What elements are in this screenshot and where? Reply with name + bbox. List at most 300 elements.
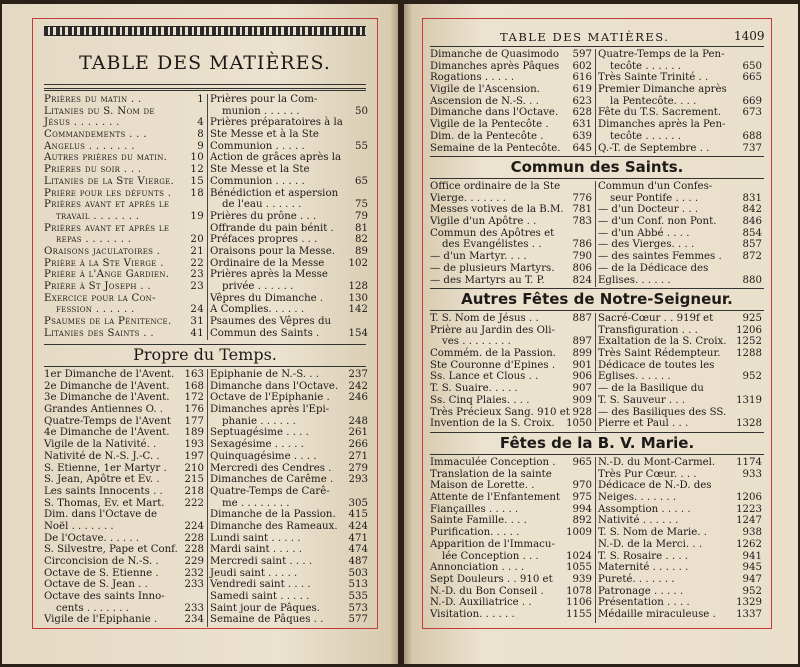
column-divider — [207, 94, 208, 340]
toc-entry — [598, 181, 762, 193]
toc-entry-label: — de la Dédicace des — [598, 262, 709, 274]
toc-entry-page: 305 — [348, 497, 368, 509]
toc-entry-label: Quinquagésime . . . . — [210, 450, 317, 462]
toc-entry — [210, 451, 368, 463]
toc-entry-page: 1223 — [736, 503, 762, 515]
toc-entry — [210, 328, 368, 340]
toc-entry-label: Très Saint Rédempteur. — [598, 348, 721, 360]
toc-entry — [44, 463, 204, 475]
toc-entry — [44, 498, 204, 510]
toc-entry — [210, 427, 368, 439]
toc-entry-label: S. Jean, Apôtre et Ev. . — [44, 474, 160, 486]
toc-entry-label: Eglises. . . . . . — [598, 371, 671, 383]
toc-entry-page: 786 — [572, 239, 592, 251]
toc-entry-label: — des Martyrs au T. P. — [430, 274, 545, 286]
toc-entry — [598, 228, 762, 240]
toc-entry-label: Action de grâces après la — [210, 152, 342, 164]
toc-entry — [44, 427, 204, 439]
toc-entry-page: 1262 — [736, 538, 762, 550]
toc-entry-label: Sainte Famille. . . . — [430, 515, 527, 527]
toc-entry-page: 503 — [348, 567, 368, 579]
toc-entry — [44, 474, 204, 486]
toc-entry-label: Vigile de la Pentecôte . — [430, 119, 549, 131]
toc-entry — [598, 407, 762, 419]
toc-entry-page: 631 — [572, 119, 592, 131]
toc-entry-label: Ordinaire de la Messe — [210, 257, 325, 269]
toc-entry — [210, 509, 368, 521]
section-heading: Fêtes de la B. V. Marie. — [499, 434, 695, 452]
toc-entry-label: Quatre-Temps de Carê- — [210, 485, 330, 497]
toc-entry-page: 228 — [184, 532, 204, 544]
toc-entry-page: 154 — [348, 327, 368, 339]
toc-entry-page: 142 — [348, 304, 368, 316]
toc-entry — [44, 176, 204, 188]
toc-entry-page: 880 — [742, 274, 762, 286]
toc-entry-page: 210 — [184, 462, 204, 474]
toc-entry-label: Ste Messe et à la Ste — [210, 129, 319, 141]
toc-entry — [44, 269, 204, 281]
toc-entry-page: 1328 — [736, 418, 762, 430]
toc-entry — [430, 515, 592, 527]
toc-entry — [210, 188, 368, 200]
toc-entry-label: 3e Dimanche de l'Avent. — [44, 392, 170, 404]
toc-entry-page: 293 — [348, 474, 368, 486]
toc-entry-page: 928 — [572, 406, 592, 418]
toc-column — [430, 181, 592, 286]
toc-entry-label: Vigile de l'Epiphanie . — [44, 614, 158, 626]
toc-entry — [44, 258, 204, 270]
toc-entry-label: — de plusieurs Martyrs. — [430, 262, 555, 274]
toc-entry — [598, 418, 762, 430]
toc-entry-page: 50 — [355, 105, 368, 117]
toc-entry-page: 1288 — [736, 348, 762, 360]
toc-entry-label: Saint jour de Pâques. — [210, 602, 321, 614]
toc-entry — [430, 383, 592, 395]
toc-entry — [44, 404, 204, 416]
toc-entry-label: Prière à St Joseph . . — [44, 281, 151, 292]
toc-entry-page: 535 — [348, 591, 368, 603]
toc-entry — [210, 234, 368, 246]
toc-entry-label: N.-D. Auxiliatrice . . — [430, 597, 532, 609]
toc-entry — [44, 94, 204, 106]
toc-entry-page: 842 — [742, 204, 762, 216]
running-header: TABLE DES MATIÈRES. — [500, 30, 670, 44]
section-heading: Commun des Saints. — [510, 158, 684, 176]
toc-entry — [210, 94, 368, 106]
toc-entry — [430, 216, 592, 228]
toc-entry-label: fession . . . . . . — [56, 304, 135, 316]
toc-entry-page: 234 — [184, 614, 204, 626]
toc-entry — [44, 223, 204, 235]
toc-entry-page: 1174 — [736, 457, 762, 468]
toc-entry — [210, 211, 368, 223]
toc-entry-label: Psaumes de la Pénitence. — [44, 316, 172, 328]
page-number: 1409 — [734, 29, 765, 43]
toc-entry-page: 1252 — [736, 336, 762, 348]
toc-entry — [598, 131, 762, 143]
toc-entry-page: 22 — [190, 257, 204, 269]
toc-entry — [598, 383, 762, 395]
toc-entry — [44, 521, 204, 533]
toc-entry-page: 279 — [348, 462, 368, 474]
toc-entry-page: 1024 — [566, 550, 592, 562]
toc-entry-label: Epiphanie de N.-S. . . — [210, 369, 319, 380]
toc-entry — [598, 275, 762, 287]
toc-entry-label: Jésus . . . . . . . — [44, 117, 120, 129]
toc-entry-page: 952 — [742, 585, 762, 597]
toc-entry-page: 176 — [184, 404, 204, 416]
toc-entry-label: Messes votives de la B.M. — [430, 204, 564, 216]
toc-entry — [430, 609, 592, 621]
toc-entry-page: 232 — [184, 567, 204, 579]
toc-entry-label: Oraisons jaculatoires . — [44, 245, 161, 257]
toc-entry-page: 1247 — [736, 515, 762, 527]
toc-entry — [44, 533, 204, 545]
toc-entry — [598, 251, 762, 263]
toc-entry-label: Dim. de la Pentecôte . — [430, 130, 544, 142]
toc-entry-label: Prières préparatoires à la — [210, 117, 343, 129]
toc-entry — [430, 181, 592, 193]
toc-entry-label: Vierge. . . . . . . — [430, 192, 506, 204]
toc-entry — [430, 72, 592, 84]
toc-entry-page: 824 — [572, 274, 592, 286]
toc-entry — [598, 395, 762, 407]
toc-entry-page: 261 — [348, 427, 368, 439]
toc-entry — [44, 188, 204, 200]
toc-entry — [210, 568, 368, 580]
toc-entry-label: Commém. de la Passion. — [430, 348, 556, 360]
toc-entry-label: Pierre et Paul . . . — [598, 418, 689, 430]
toc-entry — [210, 152, 368, 164]
toc-entry — [430, 49, 592, 61]
toc-entry — [210, 117, 368, 129]
toc-entry-label: N.-D. du Mont-Carmel. — [598, 457, 716, 468]
gutter-shadow — [404, 4, 412, 664]
toc-entry-page: 947 — [742, 573, 762, 585]
toc-entry-page: 474 — [348, 544, 368, 556]
toc-entry-page: 952 — [742, 371, 762, 383]
toc-entry-label: Neiges. . . . . . . — [598, 492, 677, 504]
section-heading: Propre du Temps. — [133, 345, 277, 364]
toc-entry-label: Très Précieux Sang. 910 et — [430, 406, 570, 418]
toc-entry-page: 81 — [355, 222, 368, 234]
toc-entry-label: Samedi saint . . . . . — [210, 591, 310, 603]
toc-entry — [210, 164, 368, 176]
toc-entry-page: 790 — [572, 251, 592, 263]
toc-entry-label: tecôte . . . . . . — [610, 130, 681, 142]
toc-entry-label: Fiançailles . . . . . — [430, 503, 519, 515]
toc-entry-page: 177 — [184, 415, 204, 427]
toc-entry-page: 128 — [348, 281, 368, 292]
toc-entry — [430, 336, 592, 348]
toc-entry — [210, 544, 368, 556]
toc-entry-page: 172 — [184, 392, 204, 404]
toc-entry — [210, 258, 368, 270]
toc-entry-page: 9 — [197, 140, 204, 152]
toc-entry-label: Noël . . . . . . . — [44, 520, 114, 532]
divider — [430, 288, 764, 289]
toc-entry-page: 577 — [348, 614, 368, 626]
toc-entry-label: Prière à l'Ange Gardien. — [44, 269, 170, 281]
toc-entry-page: 857 — [742, 239, 762, 251]
toc-entry — [598, 480, 762, 492]
right-page — [404, 4, 798, 664]
toc-column — [598, 49, 762, 154]
toc-entry-label: Exaltation de la S. Croix. — [598, 336, 727, 348]
toc-entry-page: 89 — [355, 245, 368, 257]
toc-entry-label: Dimanche dans l'Octave. — [210, 380, 339, 392]
toc-entry-page: 1319 — [736, 394, 762, 406]
toc-entry-page: 965 — [572, 457, 592, 468]
toc-entry-label: Vigile de la Nativité. . — [44, 439, 157, 451]
toc-entry — [430, 204, 592, 216]
toc-entry — [210, 533, 368, 545]
toc-entry-page: 31 — [190, 316, 204, 328]
toc-entry — [44, 603, 204, 615]
toc-entry — [598, 49, 762, 61]
toc-entry — [430, 457, 592, 469]
divider — [430, 454, 764, 455]
column-divider — [595, 49, 596, 155]
toc-entry-page: 246 — [348, 392, 368, 404]
toc-entry-page: 669 — [742, 95, 762, 107]
toc-entry-label: — de la Basilique du — [598, 383, 704, 395]
toc-entry — [430, 143, 592, 155]
toc-entry-label: — des Vierges. . . . — [598, 239, 695, 251]
toc-entry — [430, 562, 592, 574]
toc-entry-page: 941 — [742, 550, 762, 562]
toc-entry — [598, 551, 762, 563]
toc-entry — [598, 360, 762, 372]
toc-entry-page: 168 — [184, 380, 204, 392]
toc-entry-page: 82 — [355, 234, 368, 246]
toc-entry-label: Dédicace de toutes les — [598, 359, 715, 371]
column-divider — [207, 369, 208, 627]
toc-entry — [44, 486, 204, 498]
toc-entry — [598, 539, 762, 551]
toc-entry-page: 665 — [742, 72, 762, 84]
toc-entry-label: 2e Dimanche de l'Avent. — [44, 380, 170, 392]
toc-entry — [598, 263, 762, 275]
toc-entry — [598, 107, 762, 119]
toc-entry — [210, 439, 368, 451]
toc-entry-page: 899 — [572, 348, 592, 360]
toc-entry-label: — d'un Docteur . . . — [598, 204, 699, 216]
toc-entry-label: T. S. Sauveur . . . — [598, 394, 686, 406]
toc-entry-label: Nativité . . . . . . — [598, 515, 679, 527]
toc-entry — [598, 348, 762, 360]
toc-entry-label: me . . . . . . . . — [222, 497, 290, 509]
toc-entry-label: S. Etienne, 1er Martyr . — [44, 462, 167, 474]
toc-entry-label: repas . . . . . . . — [56, 234, 132, 246]
toc-entry-label: 4e Dimanche de l'Avent. — [44, 427, 170, 439]
toc-entry — [44, 579, 204, 591]
toc-entry-page: 1055 — [566, 562, 592, 574]
toc-entry-page: 189 — [184, 427, 204, 439]
toc-entry-page: 1050 — [566, 418, 592, 430]
toc-entry-label: Jeudi saint . . . . . — [210, 567, 298, 579]
toc-entry-label: — des Basiliques des SS. — [598, 406, 727, 418]
toc-entry-page: 945 — [742, 562, 762, 574]
toc-entry-label: Sexagésime . . . . . — [210, 439, 304, 451]
toc-entry-label: Premier Dimanche après — [598, 84, 727, 96]
toc-entry-label: Sept Douleurs . . 910 et — [430, 573, 553, 585]
toc-entry-label: seur Pontife . . . . — [610, 192, 699, 204]
toc-entry-label: Dimanche de Quasimodo — [430, 49, 559, 60]
toc-entry-label: travail . . . . . . . — [56, 210, 140, 222]
toc-entry-label: Transfiguration . . . — [598, 324, 698, 336]
toc-column — [430, 49, 592, 154]
toc-entry-page: 23 — [190, 281, 204, 292]
toc-entry-label: De l'Octave. . . . . . — [44, 532, 140, 544]
toc-entry-label: T. S. Nom de Marie. . — [598, 527, 707, 539]
toc-entry — [430, 61, 592, 73]
toc-entry — [210, 281, 368, 293]
toc-entry — [210, 369, 368, 381]
toc-entry-page: 846 — [742, 216, 762, 228]
toc-entry-page: 619 — [572, 84, 592, 96]
toc-entry-page: 776 — [572, 192, 592, 204]
toc-column — [598, 313, 762, 430]
toc-entry-page: 673 — [742, 107, 762, 119]
toc-entry-page: 18 — [190, 187, 204, 199]
toc-entry-label: N.-D. du Bon Conseil . — [430, 585, 544, 597]
toc-entry-page: 513 — [348, 579, 368, 591]
toc-entry-label: phanie . . . . . . — [222, 415, 296, 427]
toc-entry-page: 20 — [190, 234, 204, 246]
toc-entry — [44, 117, 204, 129]
toc-entry — [598, 515, 762, 527]
toc-entry-page: 471 — [348, 532, 368, 544]
toc-entry — [598, 72, 762, 84]
toc-entry — [210, 579, 368, 591]
toc-entry-page: 65 — [355, 175, 368, 187]
toc-entry-page: 21 — [190, 245, 204, 257]
toc-entry-page: 602 — [572, 60, 592, 72]
toc-entry-page: 41 — [190, 327, 204, 339]
toc-entry — [598, 574, 762, 586]
toc-entry — [210, 129, 368, 141]
toc-entry — [210, 614, 368, 626]
toc-entry — [44, 591, 204, 603]
toc-entry-label: — d'un Martyr. . . . — [430, 251, 527, 263]
toc-entry — [210, 141, 368, 153]
toc-entry-label: la Pentecôte. . . . — [610, 95, 697, 107]
toc-entry-page: 215 — [184, 474, 204, 486]
toc-column — [44, 369, 204, 626]
toc-entry-page: 10 — [190, 152, 204, 164]
toc-entry — [44, 614, 204, 626]
toc-entry — [430, 418, 592, 430]
toc-entry-page: 415 — [348, 509, 368, 521]
toc-entry — [598, 371, 762, 383]
toc-entry — [598, 119, 762, 131]
divider — [430, 178, 764, 179]
toc-entry — [44, 129, 204, 141]
toc-entry-label: Commun des Saints . — [210, 327, 320, 339]
toc-entry — [210, 176, 368, 188]
toc-entry — [210, 392, 368, 404]
toc-column — [598, 457, 762, 621]
toc-column — [210, 94, 368, 339]
toc-entry — [598, 313, 762, 325]
toc-entry — [598, 193, 762, 205]
toc-entry-page: 197 — [184, 450, 204, 462]
toc-entry — [430, 239, 592, 251]
toc-entry-page: 1329 — [736, 597, 762, 609]
toc-entry-label: Semaine de Pâques . . — [210, 614, 324, 626]
toc-entry-label: Très Pur Cœur. . . . — [598, 468, 697, 480]
toc-entry — [598, 586, 762, 598]
toc-entry-page: 12 — [190, 164, 204, 176]
divider — [44, 84, 366, 85]
toc-entry-label: Purification. . . . . — [430, 527, 520, 539]
toc-entry — [44, 556, 204, 568]
toc-entry-page: 248 — [348, 415, 368, 427]
toc-entry-page: 970 — [572, 480, 592, 492]
divider — [430, 432, 764, 433]
toc-entry-label: Eglises. . . . . . — [598, 274, 671, 286]
toc-entry — [430, 313, 592, 325]
toc-entry-page: 1155 — [566, 608, 592, 620]
toc-entry — [430, 119, 592, 131]
toc-entry-label: Octave des saints Inno- — [44, 591, 165, 603]
toc-entry-page: 938 — [742, 527, 762, 539]
toc-entry-label: Commun des Apôtres et — [430, 227, 555, 239]
toc-entry — [210, 223, 368, 235]
toc-entry — [44, 141, 204, 153]
toc-entry — [44, 439, 204, 451]
toc-entry — [44, 106, 204, 118]
toc-entry-label: — d'un Abbé . . . . — [598, 227, 690, 239]
section-heading: Autres Fêtes de Notre-Seigneur. — [461, 290, 733, 308]
decorative-ornament-band — [44, 26, 366, 36]
toc-entry-label: cents . . . . . . . — [56, 602, 129, 614]
toc-entry-page: 933 — [742, 468, 762, 480]
toc-entry-page: 1009 — [566, 527, 592, 539]
toc-entry — [598, 527, 762, 539]
toc-entry — [210, 404, 368, 416]
toc-entry — [210, 381, 368, 393]
toc-entry-page: 233 — [184, 602, 204, 614]
toc-entry-label: Médaille miraculeuse . — [598, 608, 716, 620]
toc-entry — [598, 609, 762, 621]
toc-entry-label: Office ordinaire de la Ste — [430, 181, 561, 192]
toc-entry-label: ves . . . . . . . . — [442, 336, 511, 348]
column-divider — [595, 181, 596, 287]
toc-entry-page: 228 — [184, 544, 204, 556]
toc-entry-label: Nativité de N.-S. J.-C. . — [44, 450, 160, 462]
toc-entry-label: des Evangélistes . . — [442, 239, 542, 251]
toc-entry-page: 831 — [742, 192, 762, 204]
toc-entry-page: 939 — [572, 573, 592, 585]
toc-entry — [44, 381, 204, 393]
toc-entry — [210, 486, 368, 498]
toc-entry-page: 130 — [348, 292, 368, 304]
column-divider — [595, 313, 596, 431]
toc-entry-label: Ss. Cinq Plaies. . . . — [430, 394, 530, 406]
page-title: TABLE DES MATIÈRES. — [79, 52, 331, 74]
toc-entry-page: 650 — [742, 60, 762, 72]
toc-entry — [44, 152, 204, 164]
toc-entry — [210, 521, 368, 533]
toc-entry — [430, 131, 592, 143]
toc-entry-label: Dimanches après la Pen- — [598, 119, 726, 131]
toc-entry — [44, 328, 204, 340]
toc-entry-label: Dim. dans l'Octave de — [44, 509, 158, 521]
toc-entry-page: 1106 — [566, 597, 592, 609]
toc-entry-label: Prière au Jardin des Oli- — [430, 324, 555, 336]
